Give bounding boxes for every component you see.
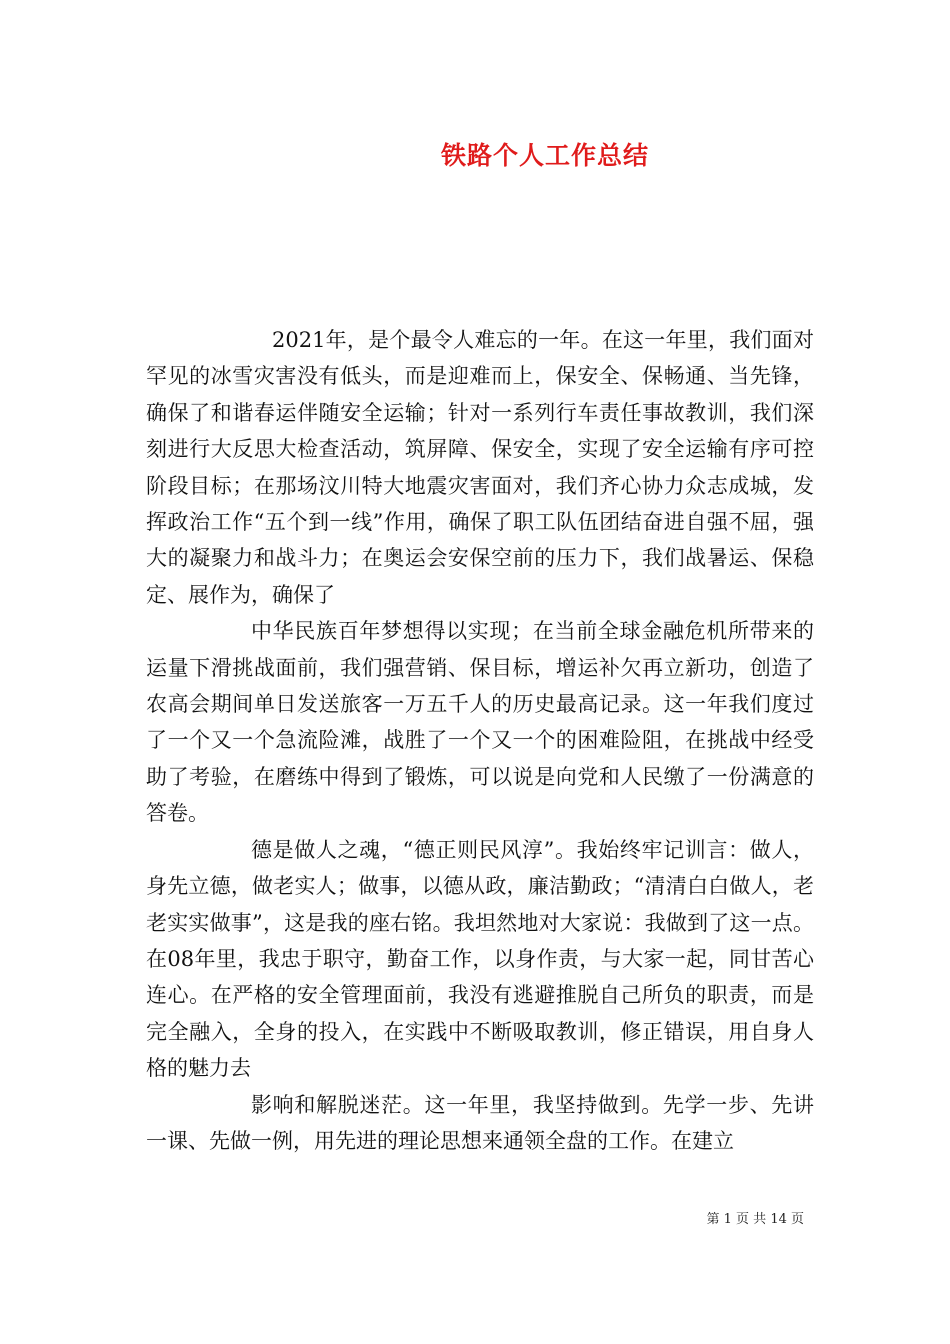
document-body [146, 322, 814, 1159]
page-number-footer: 第 1 页 共 14 页 [706, 1212, 804, 1227]
document-title: 铁路个人工作总结 [440, 141, 649, 170]
paragraph-4: 影响和解脱迷茫。这一年里，我坚持做到。先学一步、先讲一课、先做一例，用先进的理论思想来通领全盘的工作。在建立 [146, 1092, 814, 1153]
paragraph-1: 2021年，是个最令人难忘的一年。在这一年里，我们面对罕见的冰雪灾害没有低头，而是迎难而上，保安全、保畅通、当先锋，确保了和谐春运伴随安全运输；针对一系列行车责任事故教训，我们深刻进行大反思大检查活动，筑屏障、保安全，实现了安全运输有序可控阶段目标；在那场汶川特大地震灾害面对，我们齐心协力众志成城，发挥政治工作“五个到一线”作用，确保了职工队伍团结奋进自强不屈，强大的凝聚力和战斗力；在奥运会安保空前的压力下，我们战暑运、保稳定、展作为，确保了 [146, 328, 814, 607]
paragraph-3: 德是做人之魂，“德正则民风淳”。我始终牢记训言：做人，身先立德，做老实人；做事，以德从政，廉洁勤政；“清清白白做人，老老实实做事”，这是我的座右铭。我坦然地对大家说：我做到了这一点。在08年里，我忠于职守，勤奋工作，以身作责，与大家一起，同甘苦心连心。在严格的安全管理面前，我没有逃避推脱自己所负的职责，而是完全融入，全身的投入，在实践中不断吸取教训，修正错误，用自身人格的魅力去 [146, 837, 814, 1081]
paragraph-2: 中华民族百年梦想得以实现；在当前全球金融危机所带来的运量下滑挑战面前，我们强营销、保目标，增运补欠再立新功，创造了农高会期间单日发送旅客一万五千人的历史最高记录。这一年我们度过了一个又一个急流险滩，战胜了一个又一个的困难险阻，在挑战中经受助了考验，在磨练中得到了锻炼，可以说是向党和人民缴了一份满意的答卷。 [146, 619, 814, 826]
